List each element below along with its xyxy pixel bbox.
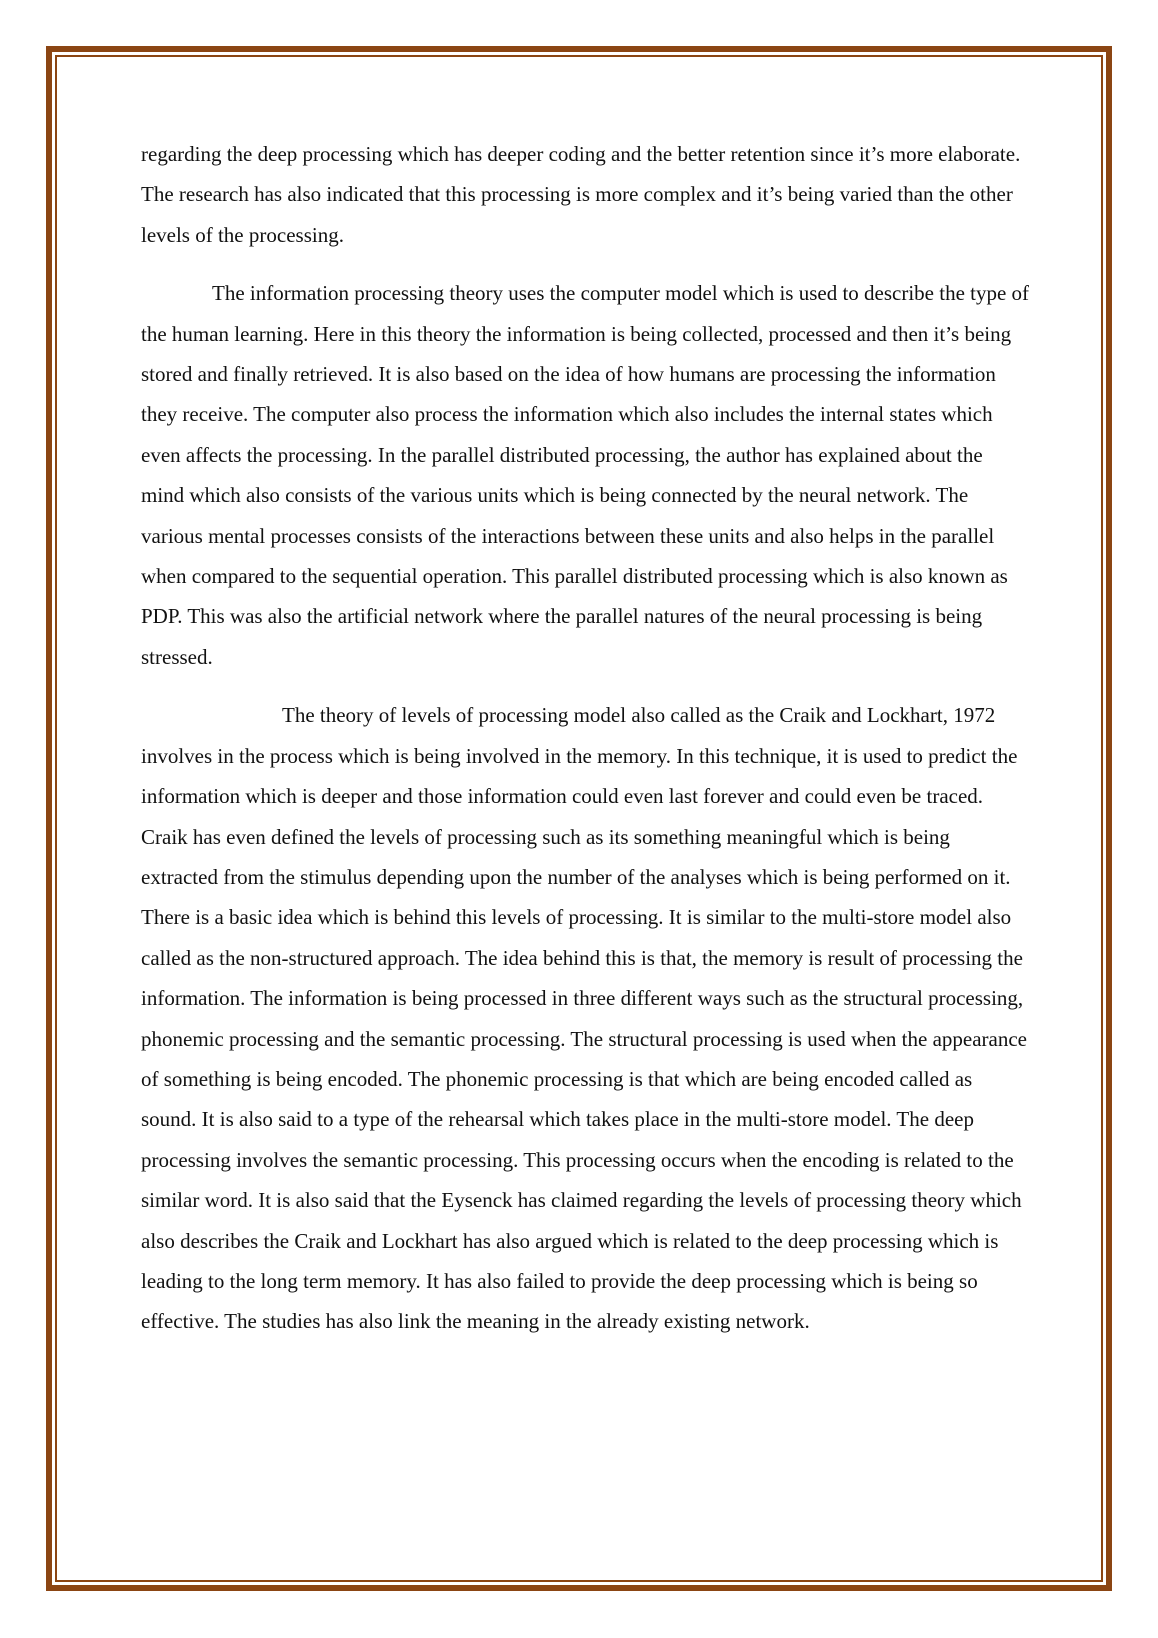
paragraph-levels-of-processing: The theory of levels of processing model also called as the Craik and Lockhart, 1972 involves in the process which is being involved in the memory. In this technique, it is used to predict the information which is deeper and those information could even last forever and could even be traced. Craik has even defined the levels of processing such as its something meaningful which is being extracted from the stimulus depending upon the number of the analyses which is being performed on it. There is a basic idea which is behind this levels of processing. It is similar to the multi-store model also called as the non-structured approach. The idea behind this is that, the memory is result of processing the information. The information is being processed in three different ways such as the structural processing, phonemic processing and the semantic processing. The structural processing is used when the appearance of something is being encoded. The phonemic processing is that which are being encoded called as sound. It is also said to a type of the rehearsal which takes place in the multi-store model. The deep processing involves the semantic processing. This processing occurs when the encoding is related to the similar word. It is also said that the Eysenck has claimed regarding the levels of processing theory which also describes the Craik and Lockhart has also argued which is related to the deep processing which is leading to the long term memory. It has also failed to provide the deep processing which is being so effective. The studies has also link the meaning in the already existing network.: [141, 703, 1027, 1334]
paragraph-continuation: regarding the deep processing which has deeper coding and the better retention since it’s more elaborate. The research has also indicated that this processing is more complex and it’s being varied than the other levels of the processing.: [141, 142, 1021, 247]
document-body: [141, 134, 1031, 1360]
paragraph-information-processing: The information processing theory uses the computer model which is used to describe the type of the human learning. Here in this theory the information is being collected, processed and then it’s being stored and finally retrieved. It is also based on the idea of how humans are processing the information they receive. The computer also process the information which also includes the internal states which even affects the processing. In the parallel distributed processing, the author has explained about the mind which also consists of the various units which is being connected by the neural network. The various mental processes consists of the interactions between these units and also helps in the parallel when compared to the sequential operation. This parallel distributed processing which is also known as PDP. This was also the artificial network where the parallel natures of the neural processing is being stressed.: [141, 281, 1030, 669]
